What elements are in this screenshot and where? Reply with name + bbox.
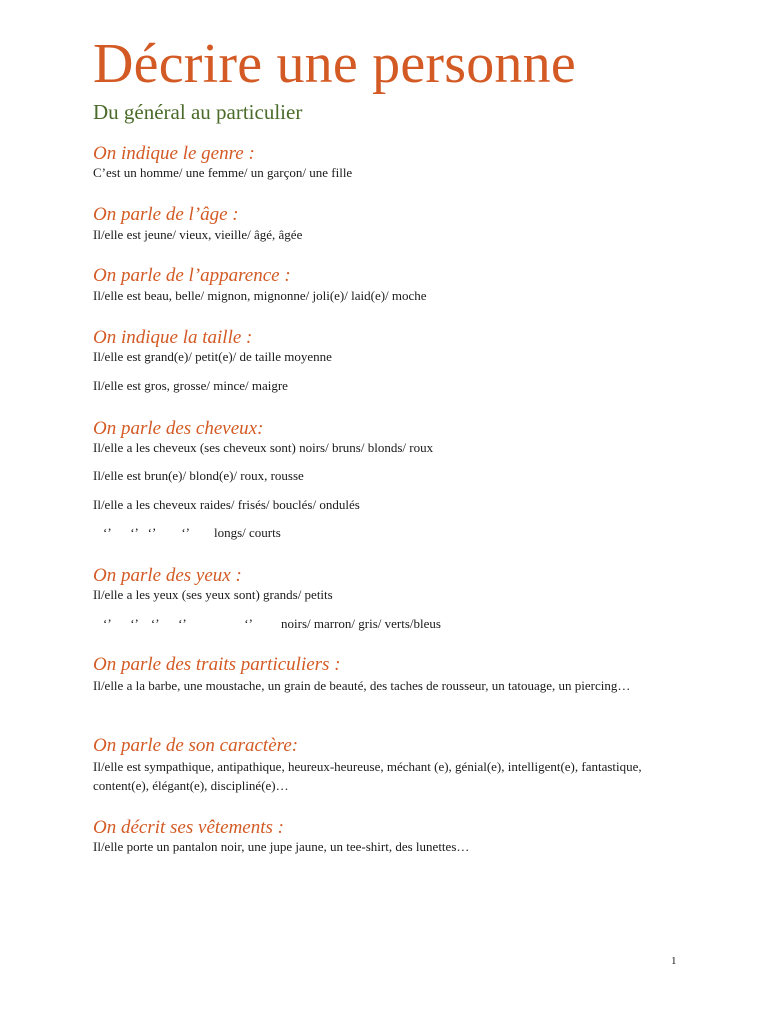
section-line: Il/elle est brun(e)/ blond(e)/ roux, rousse: [93, 468, 304, 483]
section-line: Il/elle est jeune/ vieux, vieille/ âgé, âgée: [93, 227, 303, 242]
ditto-marks: ‘’ ‘’ ‘’ ‘’ ‘’: [103, 616, 253, 631]
section-heading-taille: On indique la taille :: [93, 327, 253, 348]
section-line: Il/elle a les cheveux (ses cheveux sont) noirs/ bruns/ blonds/ roux: [93, 440, 434, 455]
section-paragraph: Il/elle a la barbe, une moustache, un grain de beauté, des taches de rousseur, un tatouage, un piercing…: [93, 678, 631, 693]
section-heading-traits: On parle des traits particuliers :: [93, 654, 341, 675]
section-line: C’est un homme/ une femme/ un garçon/ une fille: [93, 165, 353, 180]
section-line: Il/elle porte un pantalon noir, une jupe jaune, un tee-shirt, des lunettes…: [93, 839, 470, 854]
section-heading-cheveux: On parle des cheveux:: [93, 418, 264, 439]
page-title: Décrire une personne: [93, 33, 576, 95]
section-line: Il/elle a les cheveux raides/ frisés/ bouclés/ ondulés: [93, 497, 360, 512]
page-subtitle: Du général au particulier: [93, 100, 303, 124]
section-heading-vetements: On décrit ses vêtements :: [93, 817, 284, 838]
page-number: 1: [671, 955, 677, 967]
section-line: Il/elle a les yeux (ses yeux sont) grands/ petits: [93, 587, 333, 602]
section-paragraph: Il/elle est sympathique, antipathique, heureux-heureuse, méchant (e), génial(e), intelligent(e), fantastique, content(e), élégant(e), discipliné(e)…: [93, 759, 642, 793]
ditto-continuation: longs/ courts: [214, 525, 281, 540]
section-line: Il/elle est gros, grosse/ mince/ maigre: [93, 378, 288, 393]
section-heading-apparence: On parle de l’apparence :: [93, 265, 291, 286]
ditto-continuation: noirs/ marron/ gris/ verts/bleus: [281, 616, 441, 631]
section-heading-genre: On indique le genre :: [93, 143, 255, 164]
section-heading-caractere: On parle de son caractère:: [93, 735, 299, 756]
ditto-marks: ‘’ ‘’ ‘’ ‘’: [103, 525, 190, 540]
section-heading-yeux: On parle des yeux :: [93, 565, 242, 586]
section-heading-age: On parle de l’âge :: [93, 204, 239, 225]
section-line: Il/elle est beau, belle/ mignon, mignonne/ joli(e)/ laid(e)/ moche: [93, 288, 427, 303]
section-line: Il/elle est grand(e)/ petit(e)/ de taille moyenne: [93, 349, 332, 364]
